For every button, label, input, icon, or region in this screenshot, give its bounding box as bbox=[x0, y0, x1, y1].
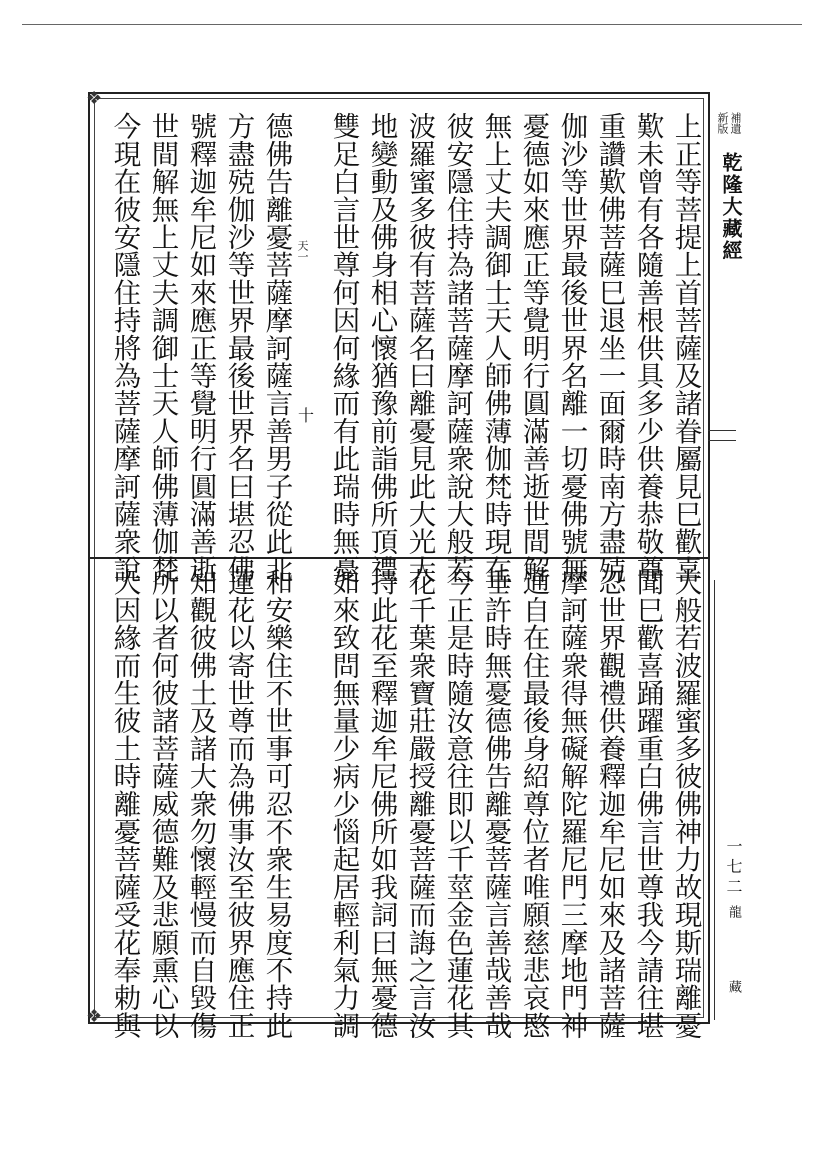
text-column: 聞巳歡喜踊躍重白佛言世尊我今請往堪 bbox=[631, 568, 664, 1039]
text-column: 知觀彼佛土及諸大衆勿懷輕慢而自毀傷 bbox=[184, 568, 217, 1039]
text-column: 重讚歎佛菩薩巳退坐一面爾時南方盡殑 bbox=[593, 112, 626, 583]
text-column: 忍世界觀禮供養釋迦牟尼如來及諸菩薩 bbox=[593, 568, 626, 1039]
text-column: 花千葉衆寶莊嚴授離憂菩薩而誨之言汝 bbox=[403, 568, 436, 1039]
sheet-label: 天一 bbox=[296, 240, 309, 262]
margin-tick bbox=[708, 440, 736, 441]
top-rule bbox=[22, 24, 802, 25]
text-column: 歎未曾有各隨善根供具多少供養恭敬尊 bbox=[631, 112, 664, 583]
text-column: 世間解無上丈夫調御士天人師佛薄伽梵 bbox=[146, 112, 179, 583]
text-column: 方盡殑伽沙等世界最後世界名曰堪忍佛 bbox=[222, 112, 255, 583]
text-column: 持此花至釋迦牟尼佛所如我詞曰無憂德 bbox=[365, 568, 398, 1039]
corner-ornament-icon: ❖ bbox=[86, 88, 103, 109]
text-column: 彼安隱住持為諸菩薩摩訶薩衆說大般若 bbox=[441, 112, 474, 583]
text-column: 波羅蜜多彼有菩薩名曰離憂見此大光大 bbox=[403, 112, 436, 583]
text-column: 摩訶薩衆得無礙解陀羅尼門三摩地門神 bbox=[555, 568, 588, 1039]
text-column: 所以者何彼諸菩薩威德難及悲願熏心以 bbox=[146, 568, 179, 1039]
margin-mark-1: 龍 bbox=[726, 905, 741, 918]
text-column: 伽沙等世界最後世界名離一切憂佛號無 bbox=[555, 112, 588, 583]
text-column: 雙足白言世尊何因何緣而有此瑞時無憂 bbox=[327, 112, 360, 583]
margin-mark-2: 藏 bbox=[726, 980, 741, 993]
text-column: 今現在彼安隱住持將為菩薩摩訶薩衆說 bbox=[108, 112, 141, 583]
text-column: 和安樂住不世事可忍不衆生易度不持此 bbox=[260, 568, 293, 1039]
text-column: 上正等菩提上首菩薩及諸眷屬見巳歡喜 bbox=[669, 112, 702, 583]
edition-label-a: 補遺 bbox=[729, 112, 742, 134]
running-title: 乾隆大藏經 bbox=[719, 152, 743, 262]
text-column: 號釋迦牟尼如來應正等覺明行圓滿善逝 bbox=[184, 112, 217, 583]
text-column: 憂德如來應正等覺明行圓滿善逝世間解 bbox=[517, 112, 550, 583]
text-column: 大般若波羅蜜多彼佛神力故現斯瑞離憂 bbox=[669, 568, 702, 1039]
text-column: 蓮花以寄世尊而為佛事汝至彼界應住正 bbox=[222, 568, 255, 1039]
corner-ornament-icon: ❖ bbox=[86, 1006, 103, 1027]
text-column: 無上丈夫調御士天人師佛薄伽梵時現在 bbox=[479, 112, 512, 583]
text-column: 今正是時隨汝意往即以千莖金色蓮花其 bbox=[441, 568, 474, 1039]
text-column: 德佛告離憂菩薩摩訶薩言善男子從此北 bbox=[260, 112, 293, 583]
text-column: 地變動及佛身相心懷猶豫前詣佛所頂禮 bbox=[365, 112, 398, 583]
text-column: 如來致問無量少病少惱起居輕利氣力調 bbox=[327, 568, 360, 1039]
page-number: 一七二 bbox=[724, 838, 743, 898]
text-column: 大因緣而生彼土時離憂菩薩受花奉勅與 bbox=[108, 568, 141, 1039]
fold-number: 十 bbox=[298, 406, 315, 425]
text-column: 垂許時無憂德佛告離憂菩薩言善哉善哉 bbox=[479, 568, 512, 1039]
margin-tick bbox=[708, 430, 736, 431]
text-column: 通自在住最後身紹尊位者唯願慈悲哀愍 bbox=[517, 568, 550, 1039]
margin-line bbox=[714, 580, 715, 1020]
edition-label-b: 新版 bbox=[716, 112, 729, 134]
